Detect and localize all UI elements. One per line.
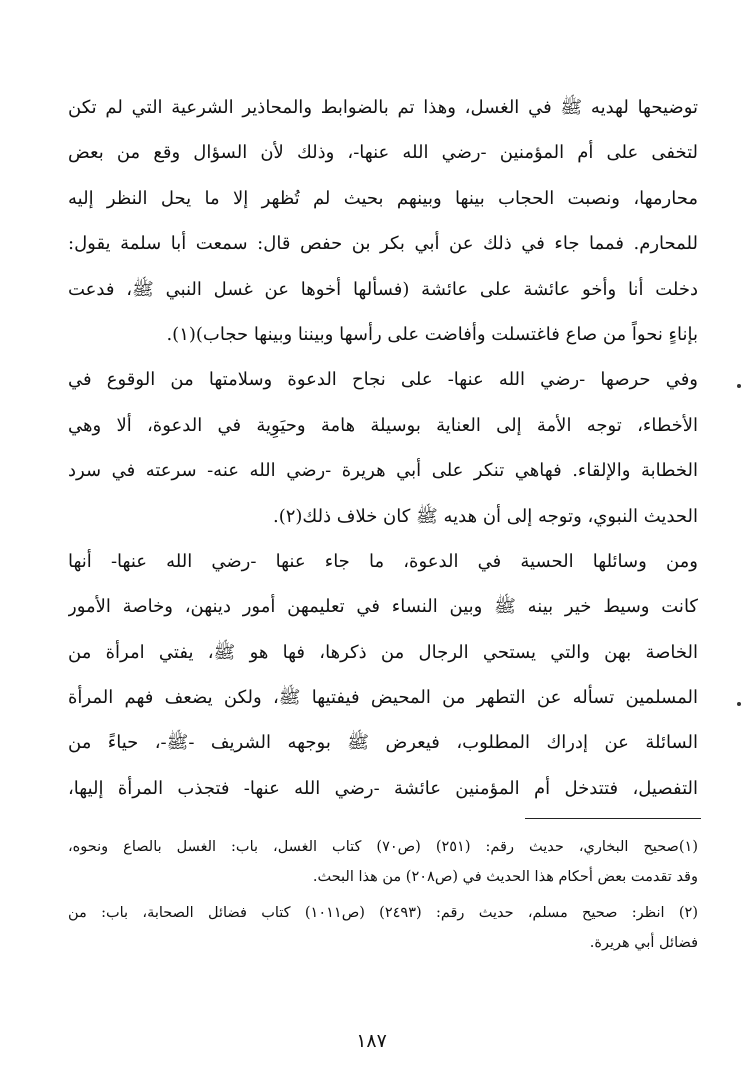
margin-mark xyxy=(737,384,741,388)
footnote-line: وقد تقدمت بعض أحكام هذا الحديث في (ص٢٠٨) من هذا البحث. xyxy=(312,869,698,885)
text-line: وفي حرصها -رضي الله عنها- على نجاح الدعوة وسلامتها من الوقوع في xyxy=(68,369,698,391)
page-number: ١٨٧ xyxy=(356,1030,387,1052)
footnote-line: (٢) انظر: صحيح مسلم، حديث رقم: (٢٤٩٣) (ص١٠١١) كتاب فضائل الصحابة، باب: من xyxy=(68,905,698,921)
text-line: محارمها، ونصبت الحجاب بينها وبينهم بحيث لم تُظهر إلا ما يحل النظر إليه xyxy=(68,187,698,209)
text-line: الحديث النبوي، وتوجه إلى أن هديه ﷺ كان خلاف ذلك(٢). xyxy=(272,505,698,527)
footnotes xyxy=(68,832,698,958)
text-line: لتخفى على أم المؤمنين -رضي الله عنها-، وذلك لأن السؤال وقع من بعض xyxy=(68,142,698,164)
margin-mark xyxy=(737,702,741,706)
text-line: المسلمين تسأله عن التطهر من المحيض فيفتيها ﷺ، ولكن يضعف فهم المرأة xyxy=(68,687,698,709)
text-line: بإناءٍ نحواً من صاع فاغتسلت وأفاضت على رأسها وبيننا وبينها حجاب)(١). xyxy=(166,323,698,345)
text-line: الخاصة بهن والتي يستحي الرجال من ذكرها، فها هو ﷺ، يفتي امرأة من xyxy=(68,641,698,663)
footnote-line: (١)صحيح البخاري، حديث رقم: (٢٥١) (ص٧٠) كتاب الغسل، باب: الغسل بالصاع ونحوه، xyxy=(68,839,698,855)
text-line: كانت وسيط خير بينه ﷺ وبين النساء في تعليمهن أمور دينهن، وخاصة الأمور xyxy=(68,596,698,618)
text-line: الخطابة والإلقاء. فهاهي تنكر على أبي هريرة -رضي الله عنه- سرعته في سرد xyxy=(68,460,698,482)
footnote-separator xyxy=(525,818,701,819)
text-line: السائلة عن إدراك المطلوب، فيعرض ﷺ بوجهه الشريف -ﷺ-، حياءً من xyxy=(68,732,698,754)
text-line: للمحارم. فمما جاء في ذلك عن أبي بكر بن حفص قال: سمعت أبا سلمة يقول: xyxy=(68,233,698,255)
text-line: ومن وسائلها الحسية في الدعوة، ما جاء عنها -رضي الله عنها- أنها xyxy=(68,550,698,572)
footnote-line: فضائل أبي هريرة. xyxy=(589,935,698,951)
text-line: دخلت أنا وأخو عائشة على عائشة (فسألها أخوها عن غسل النبي ﷺ، فدعت xyxy=(68,278,698,300)
text-line: توضيحها لهديه ﷺ في الغسل، وهذا تم بالضوابط والمحاذير الشرعية التي لم تكن xyxy=(68,97,698,118)
main-text xyxy=(68,85,698,811)
text-line: التفصيل، فتتدخل أم المؤمنين عائشة -رضي الله عنها- فتجذب المرأة إليها، xyxy=(68,777,698,799)
text-line: الأخطاء، توجه الأمة إلى العناية بوسيلة هامة وحيَوِية في الدعوة، ألا وهي xyxy=(68,414,698,436)
